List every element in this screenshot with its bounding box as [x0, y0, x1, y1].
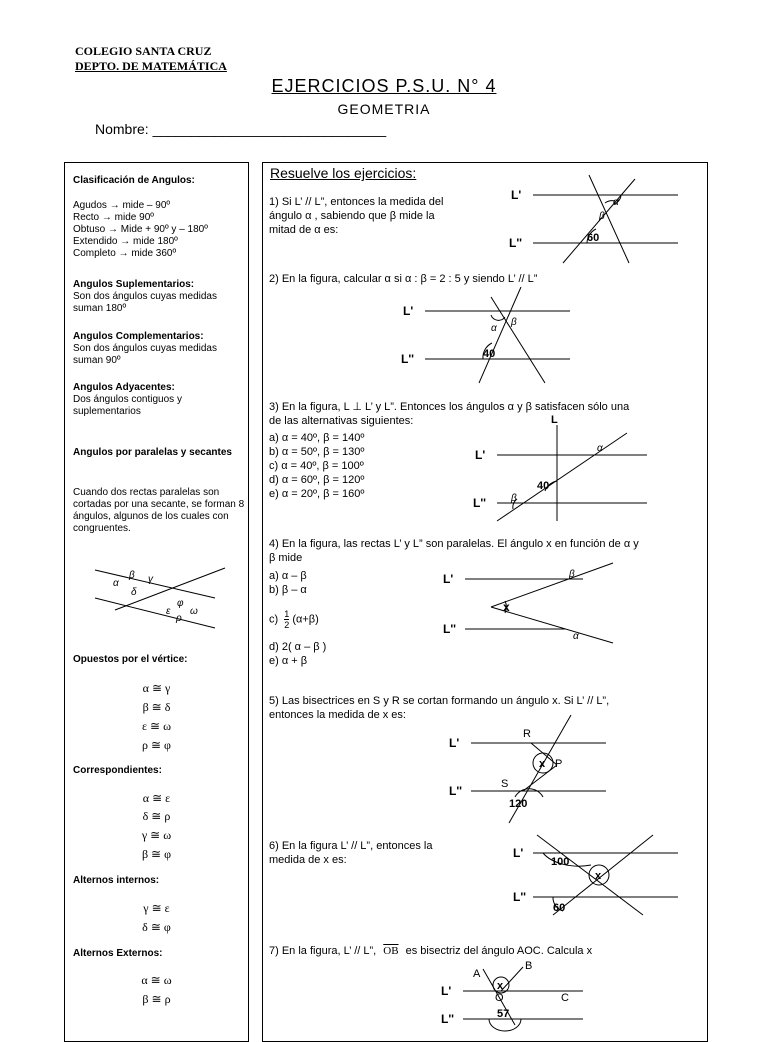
svg-text:L': L': [449, 736, 460, 750]
question-1: 1) Si L’ // L”, entonces la medida del ángulo α , sabiendo que β mide la mitad de α es:: [269, 196, 444, 236]
svg-text:A: A: [473, 968, 481, 980]
figure-7: [423, 959, 593, 1025]
supplementary-text: Son dos ángulos cuyas medidas suman 180º: [73, 291, 217, 314]
svg-text:α: α: [573, 631, 579, 642]
relation: α ≅ ε: [142, 791, 171, 805]
svg-text:60: 60: [553, 902, 566, 914]
page-title: EJERCICIOS P.S.U. N° 4: [271, 76, 497, 96]
question-7: 7) En la figura, L’ // L”, $\overline{OB}$ es bisectriz del ángulo AOC. Calcula x: [269, 945, 593, 957]
classification-item: Recto → mide 90º: [73, 212, 154, 223]
relation: β ≅ δ: [142, 700, 171, 714]
svg-text:40: 40: [483, 348, 496, 360]
theory-panel: [64, 162, 249, 1042]
relation: α ≅ ω: [141, 973, 172, 987]
fig-label: ε: [166, 606, 171, 617]
svg-text:S: S: [501, 778, 509, 790]
option[interactable]: d) 2( α – β ): [269, 641, 327, 653]
relation: ρ ≅ φ: [142, 738, 171, 752]
relation: ε ≅ ω: [142, 719, 171, 733]
svg-text:x: x: [595, 870, 602, 882]
adjacent-title: Angulos Adyacentes:: [73, 382, 175, 393]
fig-label: ρ: [176, 613, 182, 624]
svg-text:L'': L'': [513, 890, 527, 904]
svg-text:L'': L'': [441, 1012, 455, 1026]
fig-label: φ: [177, 598, 184, 609]
parallels-figure: [65, 558, 248, 648]
options-4: [269, 569, 307, 597]
svg-text:α: α: [613, 197, 619, 208]
classification-item: Agudos → mide – 90º: [73, 200, 171, 211]
svg-text:40: 40: [537, 480, 550, 492]
exercises-heading: Resuelve los ejercicios:: [270, 165, 417, 181]
svg-text:L'': L'': [443, 622, 457, 636]
svg-text:L'': L'': [449, 784, 463, 798]
svg-text:x: x: [539, 758, 546, 770]
question-4: 4) En la figura, las rectas L’ y L” son paralelas. El ángulo x en función de α y β mide: [269, 538, 639, 564]
relation: δ ≅ φ: [142, 920, 171, 934]
svg-text:β: β: [569, 569, 575, 580]
svg-text:120: 120: [509, 798, 528, 810]
option[interactable]: b) α = 50º, β = 130º: [269, 446, 365, 458]
alternate-exterior-title: Alternos Externos:: [73, 948, 163, 959]
classification-title: Clasificación de Angulos:: [73, 175, 195, 186]
department-name: DEPTO. DE MATEMÁTICA: [75, 59, 227, 73]
question-2: 2) En la figura, calcular α si α : β = 2 : 5 y siendo L’ // L”: [269, 273, 538, 285]
fig-label: ω: [190, 606, 198, 617]
classification-list: [73, 200, 245, 260]
svg-text:L'': L'': [473, 496, 487, 510]
options-3: [269, 431, 364, 501]
option[interactable]: d) α = 60º, β = 120º: [269, 474, 365, 486]
option[interactable]: a) α = 40º, β = 140º: [269, 432, 365, 444]
figure-3: [457, 414, 677, 521]
relation: β ≅ ρ: [142, 992, 171, 1006]
corresponding-title: Correspondientes:: [73, 765, 162, 776]
parallels-text: Cuando dos rectas paralelas son cortadas por una secante, se forman 8 ángulos, algunos de los cuales con congruentes.: [73, 487, 245, 534]
parallels-title: Angulos por paralelas y secantes: [73, 447, 232, 458]
figure-4: [443, 563, 643, 643]
svg-text:P: P: [555, 758, 563, 770]
svg-text:α: α: [491, 323, 497, 334]
svg-text:x: x: [497, 980, 504, 992]
option[interactable]: e) α + β: [269, 655, 308, 667]
fig-label: δ: [131, 587, 137, 598]
relation: δ ≅ ρ: [142, 809, 171, 823]
svg-text:L': L': [513, 846, 524, 860]
relation: β ≅ φ: [141, 847, 172, 861]
relation: γ ≅ ω: [141, 828, 172, 842]
svg-text:57: 57: [497, 1008, 510, 1020]
relation: γ ≅ ε: [143, 901, 170, 915]
svg-text:L': L': [475, 448, 486, 462]
svg-text:C: C: [561, 992, 569, 1004]
complementary-title: Angulos Complementarios:: [73, 331, 204, 342]
alternate-interior-title: Alternos internos:: [73, 875, 160, 886]
supplementary-title: Angulos Suplementarios:: [73, 279, 195, 290]
figure-5: [431, 715, 631, 825]
school-header: [75, 44, 227, 74]
option[interactable]: a) α – β: [269, 570, 307, 582]
option[interactable]: c) α = 40º, β = 100º: [269, 460, 364, 472]
page-subtitle: GEOMETRIA: [337, 101, 431, 117]
svg-text:L'': L'': [401, 352, 415, 366]
svg-text:L'': L'': [509, 236, 523, 250]
name-field[interactable]: Nombre: ______________________________: [95, 121, 387, 137]
svg-text:60: 60: [587, 232, 600, 244]
svg-text:β: β: [511, 317, 517, 328]
svg-text:α: α: [597, 443, 603, 454]
svg-text:L': L': [443, 572, 454, 586]
svg-text:100: 100: [551, 856, 570, 868]
classification-item: Obtuso → Mide + 90º y – 180º: [73, 224, 208, 235]
svg-text:L: L: [551, 414, 558, 426]
question-5: 5) Las bisectrices en S y R se cortan formando un ángulo x. Si L’ // L”, entonces la medida de x es:: [269, 695, 610, 721]
svg-text:R: R: [523, 728, 531, 740]
svg-text:L': L': [441, 984, 452, 998]
school-name: COLEGIO SANTA CRUZ: [75, 44, 212, 58]
svg-text:L': L': [511, 188, 522, 202]
adjacent-text: Dos ángulos contiguos y suplementarios: [73, 394, 182, 417]
fig-label: β: [129, 570, 135, 581]
complementary-text: Son dos ángulos cuyas medidas suman 90º: [73, 343, 217, 366]
classification-item: Completo → mide 360º: [73, 248, 177, 259]
exercises-panel: [262, 162, 708, 1042]
svg-text:β: β: [599, 211, 605, 222]
svg-text:x: x: [503, 600, 510, 614]
relation: α ≅ γ: [142, 681, 171, 695]
option[interactable]: e) α = 20º, β = 160º: [269, 488, 365, 500]
figure-2: [395, 287, 595, 387]
svg-text:L': L': [403, 304, 414, 318]
option[interactable]: b) β – α: [269, 584, 307, 596]
figure-1: [503, 171, 703, 267]
option[interactable]: c) $\frac{1}{2}$ (α+β): [269, 609, 319, 630]
figure-6: [503, 825, 703, 915]
svg-text:O: O: [495, 992, 504, 1004]
fig-label: α: [113, 578, 119, 589]
svg-text:β: β: [511, 493, 517, 504]
question-6: 6) En la figura L’ // L”, entonces la medida de x es:: [269, 840, 433, 866]
fig-label: γ: [148, 574, 153, 585]
classification-item: Extendido → mide 180º: [73, 236, 178, 247]
opposite-title: Opuestos por el vértice:: [73, 654, 188, 665]
question-3: 3) En la figura, L ⊥ L’ y L”. Entonces los ángulos α y β satisfacen sólo una de las alternativas siguientes:: [269, 401, 630, 427]
svg-text:B: B: [525, 960, 533, 972]
